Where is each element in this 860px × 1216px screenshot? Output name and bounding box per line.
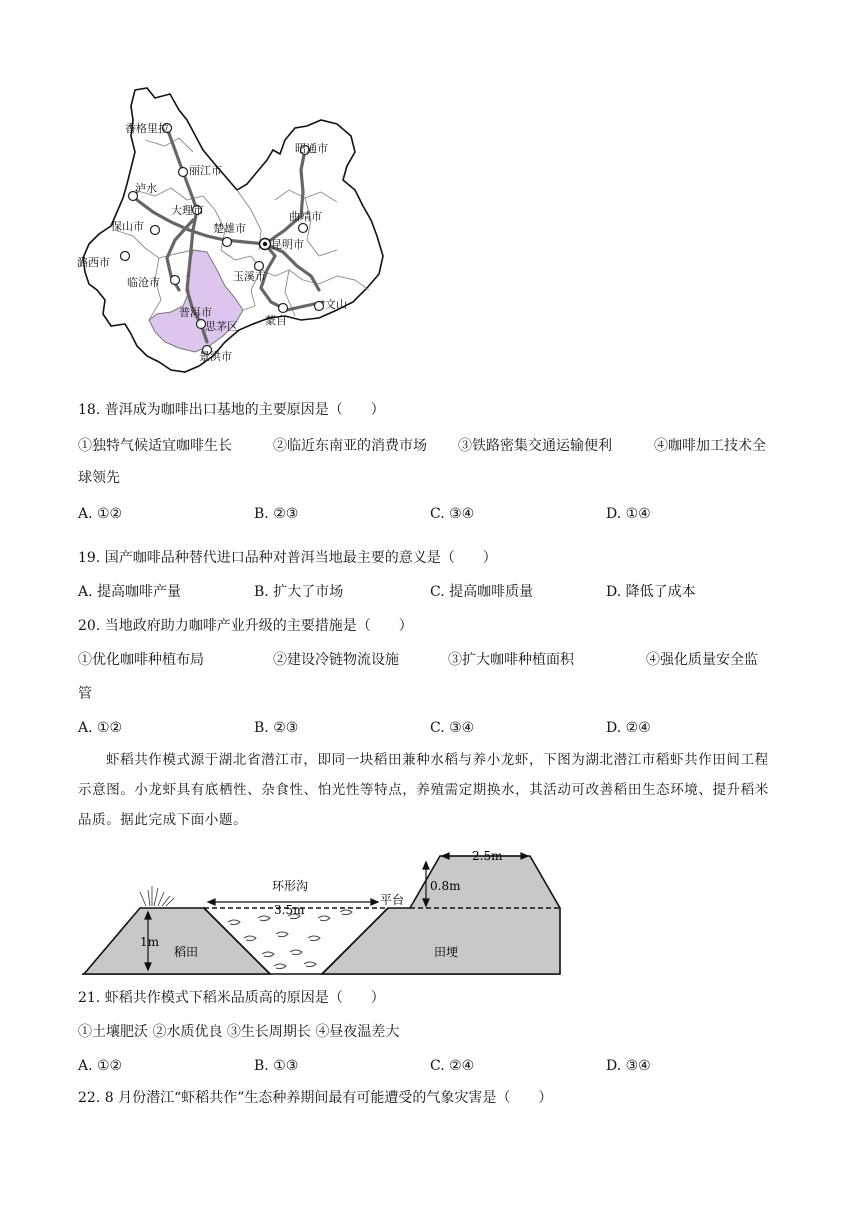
city-shangrila: 香格里拉 <box>125 122 169 135</box>
city-qujing: 曲靖市 <box>289 210 322 223</box>
field-diagram <box>78 846 568 980</box>
q19-option-a[interactable]: A. 提高咖啡产量 <box>78 584 182 600</box>
city-dali: 大理市 <box>171 204 204 217</box>
q18-option-a[interactable]: A. ①② <box>78 506 123 522</box>
q18-stem: 18. 普洱成为咖啡出口基地的主要原因是（ ） <box>78 402 385 418</box>
q18-item-cont: 球领先 <box>78 470 120 486</box>
q21-option-d[interactable]: D. ③④ <box>606 1058 651 1074</box>
label-paddy: 稻田 <box>174 945 199 959</box>
city-kunming: 昆明市 <box>271 238 304 251</box>
q21-items: ①土壤肥沃 ②水质优良 ③生长周期长 ④昼夜温差大 <box>78 1024 400 1040</box>
q18-option-b[interactable]: B. ②③ <box>254 506 299 522</box>
q20-item-4: ④强化质量安全监 <box>646 652 758 668</box>
label-ditch: 环形沟 <box>272 879 309 893</box>
q20-item-1: ①优化咖啡种植布局 <box>78 652 204 668</box>
city-lijiang: 丽江市 <box>189 164 222 177</box>
label-ditch-width: 3.5m <box>274 903 305 917</box>
q18-item-2: ②临近东南亚的消费市场 <box>273 438 427 454</box>
city-yuxi: 玉溪市 <box>233 270 266 283</box>
label-ridge: 田埂 <box>434 945 459 959</box>
q18-option-c[interactable]: C. ③④ <box>430 506 475 522</box>
q18-item-1: ①独特气候适宜咖啡生长 <box>78 438 232 454</box>
q20-item-cont: 管 <box>78 686 92 702</box>
passage-text: 虾稻共作模式源于湖北省潜江市，即同一块稻田兼种水稻与养小龙虾，下图为湖北潜江市稻虾共作田间工程示意图。小龙虾具有底栖性、杂食性、怕光性等特点，养殖需定期换水，其活动可改善稻田生态环境、提升稻米品质。据此完成下面小题。 <box>78 752 769 828</box>
city-puer: 普洱市 <box>179 306 212 319</box>
label-platform: 平台 <box>380 893 405 907</box>
q21-option-b[interactable]: B. ①③ <box>254 1058 299 1074</box>
q19-option-b[interactable]: B. 扩大了市场 <box>254 584 344 600</box>
label-height-1: 1m <box>140 935 160 949</box>
q21-stem: 21. 虾稻共作模式下稻米品质高的原因是（ ） <box>78 990 385 1006</box>
rice-plants <box>140 886 174 906</box>
q20-stem: 20. 当地政府助力咖啡产业升级的主要措施是（ ） <box>78 618 413 634</box>
q18-option-d[interactable]: D. ①④ <box>606 506 651 522</box>
kunming-capital-marker <box>260 239 271 250</box>
q18-item-4: ④咖啡加工技术全 <box>654 438 766 454</box>
q18-item-3: ③铁路密集交通运输便利 <box>458 438 612 454</box>
q21-option-a[interactable]: A. ①② <box>78 1058 123 1074</box>
label-height-08: 0.8m <box>430 879 461 893</box>
q22-stem: 22. 8 月份潜江“虾稻共作”生态种养期间最有可能遭受的气象灾害是（ ） <box>78 1090 553 1106</box>
city-mengzi: 蒙自 <box>265 314 287 327</box>
q20-option-b[interactable]: B. ②③ <box>254 720 299 736</box>
city-lushui: 泸水 <box>135 182 157 195</box>
city-baoshan: 保山市 <box>111 220 144 233</box>
q19-option-d[interactable]: D. 降低了成本 <box>606 584 696 600</box>
city-mangshi: 潞西市 <box>77 256 110 269</box>
yunnan-map <box>75 80 395 392</box>
q20-item-3: ③扩大咖啡种植面积 <box>448 652 574 668</box>
city-jinghong: 景洪市 <box>199 350 232 363</box>
paddy-block <box>84 908 270 974</box>
city-wenshan: 文山 <box>325 298 347 311</box>
label-top-width: 2.5m <box>472 849 503 863</box>
city-simao: 思茅区 <box>205 320 238 333</box>
q20-option-d[interactable]: D. ②④ <box>606 720 651 736</box>
q21-option-c[interactable]: C. ②④ <box>430 1058 475 1074</box>
q20-option-a[interactable]: A. ①② <box>78 720 123 736</box>
city-zhaotong: 昭通市 <box>295 142 328 155</box>
q20-option-c[interactable]: C. ③④ <box>430 720 475 736</box>
city-lincang: 临沧市 <box>127 276 160 289</box>
q19-stem: 19. 国产咖啡品种替代进口品种对普洱当地最主要的意义是（ ） <box>78 550 497 566</box>
q20-item-2: ②建设冷链物流设施 <box>273 652 399 668</box>
city-chuxiong: 楚雄市 <box>213 222 246 235</box>
q19-option-c[interactable]: C. 提高咖啡质量 <box>430 584 534 600</box>
